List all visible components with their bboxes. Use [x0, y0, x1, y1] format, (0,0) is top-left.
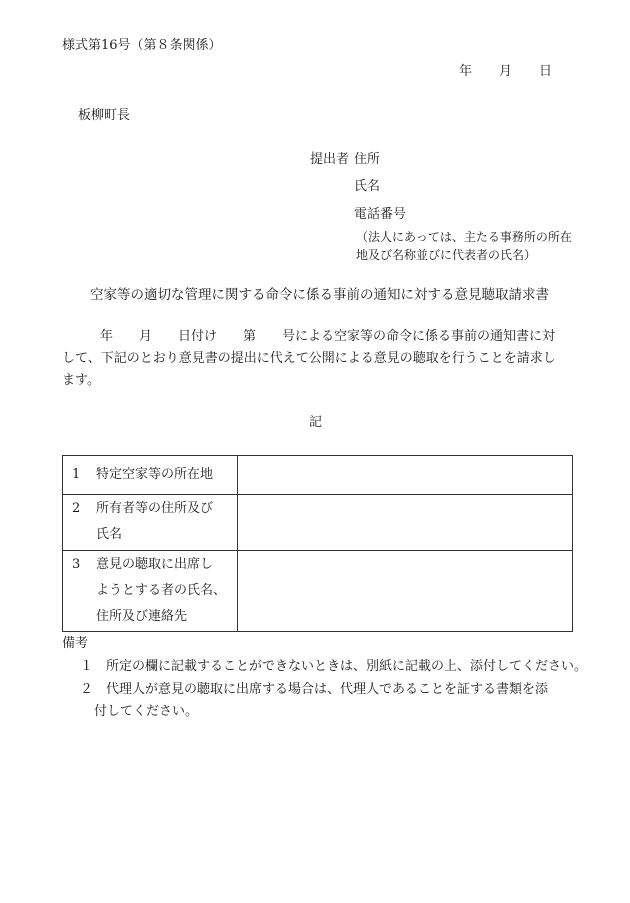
document-title: 空家等の適切な管理に関する命令に係る事前の通知に対する意見聴取請求書 [90, 287, 549, 303]
table-row [63, 495, 573, 551]
row-label-line: 所有者等の住所及び [96, 501, 214, 516]
submitter-note-line1: （法人にあっては、主たる事務所の所在 [356, 230, 572, 244]
ki-heading: 記 [309, 415, 323, 430]
addressee: 板柳町長 [78, 108, 131, 123]
date-line [459, 64, 552, 81]
body-line-3: ます。 [62, 373, 100, 388]
row-number: 2 [72, 501, 81, 516]
row-label-line: 氏名 [96, 527, 123, 542]
submitter-name: 氏名 [354, 179, 381, 194]
submitter-address: 住所 [354, 152, 381, 167]
remark-note-2-line-2: 付してください。 [94, 704, 199, 719]
date-year: 年 [459, 64, 473, 79]
row-label-line: 特定空家等の所在地 [96, 467, 214, 482]
submitter-note-line2: 地及び名称並びに代表者の氏名） [356, 248, 537, 262]
row-value-cell[interactable] [238, 551, 573, 632]
submitter-phone: 電話番号 [354, 207, 407, 222]
details-table [62, 455, 573, 632]
row-label-cell [63, 551, 238, 632]
row-label-line: ようとする者の氏名、 [96, 583, 227, 598]
row-label-line: 住所及び連絡先 [96, 609, 188, 624]
row-value-cell[interactable] [238, 495, 573, 551]
date-month: 月 [499, 64, 513, 79]
body-paragraph [62, 326, 572, 392]
date-day: 日 [539, 64, 553, 79]
form-number: 様式第16号（第８条関係） [62, 38, 222, 53]
row-label-cell [63, 456, 238, 495]
row-number: 3 [72, 557, 81, 572]
row-label-cell [63, 495, 238, 551]
remarks-heading: 備考 [62, 636, 89, 651]
submitter-label: 提出者 [310, 152, 350, 167]
table-row [63, 456, 573, 495]
table-row [63, 551, 573, 632]
remark-note-2-line-1: ２ 代理人が意見の聴取に出席する場合は、代理人であることを証する書類を添 [80, 682, 549, 697]
row-label-line: 意見の聴取に出席し [96, 557, 214, 572]
body-line-2: して、下記のとおり意見書の提出に代えて公開による意見の聴取を行うことを請求し [62, 351, 556, 366]
body-line-1: 年 月 日付け 第 号による空家等の命令に係る事前の通知書に対 [100, 329, 556, 344]
row-value-cell[interactable] [238, 456, 573, 495]
submitter-block [310, 152, 580, 262]
row-number: 1 [72, 467, 81, 482]
remark-note-1: １ 所定の欄に記載することができないときは、別紙に記載の上、添付してください。 [80, 659, 588, 674]
